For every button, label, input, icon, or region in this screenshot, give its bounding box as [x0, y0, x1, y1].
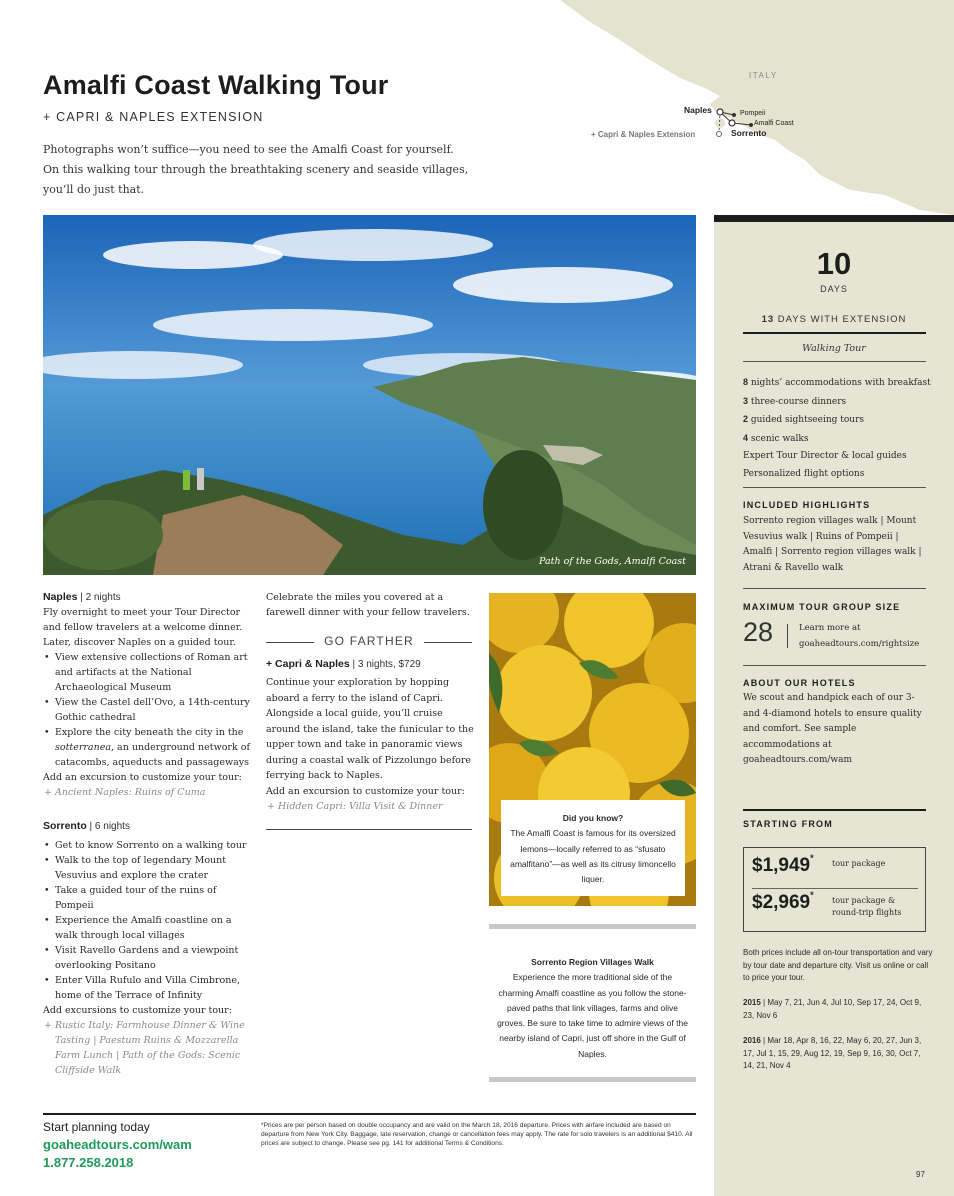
price-box: [743, 847, 926, 932]
tour-summary-sidebar: [714, 215, 954, 1196]
highlights-text: Sorrento region villages walk | Mount Vesuvius walk | Ruins of Pompeii | Amalfi | Sorrento region villages walk | Atrani & Ravello walk: [743, 516, 922, 573]
dates-2015: [743, 997, 933, 1022]
list-item: • View the Castel dell’Ovo, a 14th-century Gothic cathedral: [43, 695, 250, 725]
pompeii-marker: [732, 113, 736, 117]
capri-title: + Capri & Naples: [266, 658, 350, 670]
naples-nights: | 2 nights: [77, 592, 121, 603]
map-city-sorrento: Sorrento: [731, 128, 767, 138]
sorrento-nights: | 6 nights: [86, 821, 130, 832]
sorrento-bullets: [43, 838, 250, 1003]
list-item: • Enter Villa Rufulo and Villa Cimbrone, home of the Terrace of Infinity: [43, 973, 250, 1003]
naples-heading: [43, 590, 250, 605]
asterisk: *: [810, 890, 814, 900]
website-link[interactable]: goaheadtours.com/wam: [43, 1137, 192, 1152]
tour-features-list: [743, 374, 943, 484]
did-you-know-title: Did you know?: [562, 813, 624, 823]
feature-text: three-course dinners: [748, 396, 847, 407]
hero-photo: [43, 215, 696, 575]
feature-text: guided sightseeing tours: [748, 415, 865, 426]
list-item: • Get to know Sorrento on a walking tour: [43, 838, 250, 853]
extension-days-label: DAYS WITH EXTENSION: [774, 314, 907, 325]
capri-extension: [266, 657, 476, 814]
amalfi-marker: [749, 123, 753, 127]
feature-text: Expert Tour Director & local guides: [743, 451, 907, 462]
excursion-label: Add an excursion to customize your tour:: [266, 785, 465, 797]
capri-text: Continue your exploration by hopping aboard a ferry to the island of Capri. Alongside a local guide, you’ll cruise around the island, take the funicular to the upper town and take in panoramic views during a coastal walk of Pizzolungo before ferrying back to Naples.: [266, 677, 474, 781]
feature-item: [743, 411, 943, 430]
divider: [743, 361, 926, 362]
price-with-flights: [752, 892, 814, 914]
extension-days: [714, 314, 954, 325]
excursion-text: Ancient Naples: Ruins of Cuma: [55, 787, 206, 798]
list-item: • Take a guided tour of the ruins of Pompeii: [43, 883, 250, 913]
divider: [266, 829, 472, 830]
price-description: [832, 895, 902, 918]
divider: [787, 624, 788, 648]
year-label: 2016: [743, 1036, 761, 1045]
group-size-link[interactable]: goaheadtours.com/rightsize: [799, 639, 920, 649]
sorrento-heading: [43, 819, 250, 834]
year-label: 2015: [743, 998, 761, 1007]
page-number: 97: [916, 1170, 925, 1179]
sorrento-marker: [729, 120, 735, 126]
group-size-info: [799, 620, 919, 652]
region-map: [520, 0, 954, 215]
list-item: [43, 725, 250, 770]
list-item: • Walk to the top of legendary Mount Vesuvius and explore the crater: [43, 853, 250, 883]
hotels-text: We scout and handpick each of our 3- and 4-diamond hotels to ensure quality and comfort. See sample accommodations at goaheadtours.com/wam: [743, 693, 922, 765]
capri-marker: [717, 132, 722, 137]
map-city-amalfi: Amalfi Coast: [754, 120, 794, 127]
feature-item: [743, 466, 943, 484]
coast-landscape-image: [43, 215, 696, 575]
page-subtitle: + CAPRI & NAPLES EXTENSION: [43, 110, 264, 124]
list-item: • Visit Ravello Gardens and a viewpoint overlooking Positano: [43, 943, 250, 973]
feature-count: 2: [743, 414, 749, 425]
price-desc-line2: round-trip flights: [832, 907, 902, 917]
tour-type: Walking Tour: [802, 343, 866, 354]
fine-print: *Prices are per person based on double occupancy and are valid on the March 18, 2016 departure. Prices with airfare included are based on departure from New York City. Baggage, late reservation, change or cancellation fees may apply. The rate for solo travelers is an additional $410. All prices are subject to change. Please see pg. 141 for additional Terms & Conditions.: [261, 1122, 693, 1147]
price-tour-package: [752, 855, 814, 877]
map-city-naples: Naples: [684, 105, 712, 115]
divider: [424, 642, 472, 643]
villages-walk-text: Experience the more traditional side of the charming Amalfi coastline as you follow the stone-paved paths that link villages, farms and olive groves. Be sure to take time to admire views of the nearby island of Capri, just off shore in the Gulf of Naples.: [497, 972, 688, 1059]
price-amount: [752, 892, 814, 913]
price-value: $1,949: [752, 855, 811, 876]
naples-title: Naples: [43, 591, 78, 603]
itinerary-column-1: [43, 590, 250, 1078]
villages-walk-box: [489, 924, 696, 1082]
feature-item: [743, 393, 943, 412]
excursion-item[interactable]: + Hidden Capri: Villa Visit & Dinner: [267, 800, 443, 812]
divider: [743, 809, 926, 811]
feature-count: 8: [743, 377, 749, 387]
divider: [743, 588, 926, 589]
feature-count: 4: [743, 432, 749, 443]
asterisk: *: [810, 853, 814, 863]
text-span: Explore the city beneath the city in the: [55, 727, 244, 738]
villages-walk-title: Sorrento Region Villages Walk: [531, 957, 654, 967]
divider: [743, 332, 926, 334]
did-you-know-box: [501, 800, 685, 896]
excursion-text: Hidden Capri: Villa Visit & Dinner: [278, 800, 443, 812]
feature-item: [743, 430, 943, 449]
phone-number[interactable]: 1.877.258.2018: [43, 1155, 134, 1170]
villages-walk-heading: [497, 955, 688, 970]
prices-note: Both prices include all on-tour transportation and vary by tour date and departure city. Visit us online or call to price your tour.: [743, 948, 933, 982]
capri-heading: [266, 657, 476, 672]
farewell-text: Celebrate the miles you covered at a farewell dinner with your fellow travelers.: [266, 592, 470, 618]
naples-marker: [717, 109, 723, 115]
feature-count: 3: [743, 395, 749, 406]
highlights-heading: INCLUDED HIGHLIGHTS: [743, 500, 871, 510]
feature-text: Personalized flight options: [743, 468, 865, 479]
group-size-number: 28: [743, 617, 774, 647]
feature-text: scenic walks: [748, 433, 809, 444]
divider: [752, 888, 918, 889]
excursion-item[interactable]: + Rustic Italy: Farmhouse Dinner & Wine Tasting | Paestum Ruins & Mozzarella Farm Lunch | Path of the Gods: Scenic Cliffside Walk: [44, 1020, 245, 1076]
feature-item: [743, 448, 943, 466]
map-city-pompeii: Pompeii: [740, 110, 766, 117]
price-amount: [752, 855, 814, 876]
intro-paragraph: Photographs won’t suffice—you need to see the Amalfi Coast for yourself. On this walking tour through the breathtaking scenery and seaside villages, you’ll do just that.: [43, 143, 469, 196]
dates-2016: [743, 1035, 933, 1073]
price-value: $2,969: [752, 892, 811, 913]
divider: [743, 487, 926, 488]
list-item: • View extensive collections of Roman art and artifacts at the National Archaeological Museum: [43, 650, 250, 695]
excursion-label: Add excursions to customize your tour:: [43, 1005, 232, 1016]
group-size-heading: MAXIMUM TOUR GROUP SIZE: [743, 602, 901, 612]
extension-days-number: 13: [761, 314, 775, 325]
did-you-know-heading: [501, 811, 685, 826]
naples-text: Fly overnight to meet your Tour Director and fellow travelers at a welcome dinner. Later, discover Naples on a guided tour.: [43, 607, 243, 648]
dates-list: | May 7, 21, Jun 4, Jul 10, Sep 17, 24, Oct 9, 23, Nov 6: [743, 998, 922, 1020]
sorrento-title: Sorrento: [43, 820, 87, 832]
price-description: tour package: [832, 859, 886, 868]
map-extension-label: + Capri & Naples Extension: [591, 130, 696, 139]
hero-caption: Path of the Gods, Amalfi Coast: [539, 556, 686, 567]
footer-divider: [43, 1113, 696, 1115]
page-title: Amalfi Coast Walking Tour: [43, 70, 389, 100]
capri-nights: | 3 nights, $729: [349, 659, 421, 670]
dates-list: | Mar 18, Apr 8, 16, 22, May 6, 20, 27, Jun 3, 17, Jul 1, 15, 29, Aug 12, 19, Sep 9, 16, 30, Oct 7, 14, 21, Nov 4: [743, 1036, 922, 1070]
naples-bullets: [43, 650, 250, 770]
excursion-text: Rustic Italy: Farmhouse Dinner & Wine Tasting | Paestum Ruins & Mozzarella Farm Lunch | Path of the Gods: Scenic Cliffside Walk: [55, 1020, 245, 1076]
map-country-label: ITALY: [749, 71, 778, 80]
route-graphic: [520, 0, 954, 215]
planning-cta: Start planning today: [43, 1120, 150, 1134]
did-you-know-text: The Amalfi Coast is famous for its oversized lemons—locally referred to as “sfusato amalfitano”—as well as its citrusy limoncello liquer.: [510, 828, 676, 885]
excursion-item[interactable]: + Ancient Naples: Ruins of Cuma: [44, 787, 206, 798]
starting-from-heading: STARTING FROM: [743, 819, 833, 829]
go-farther-divider: [266, 636, 472, 650]
excursion-label: Add an excursion to customize your tour:: [43, 772, 242, 783]
feature-text: nights’ accommodations with breakfast: [748, 378, 931, 388]
divider: [743, 665, 926, 666]
hotels-heading: ABOUT OUR HOTELS: [743, 678, 856, 688]
list-item: • Experience the Amalfi coastline on a walk through local villages: [43, 913, 250, 943]
price-desc-line1: tour package &: [832, 896, 896, 905]
feature-item: [743, 374, 943, 393]
tour-days-label: DAYS: [820, 284, 848, 294]
tour-days-number: 10: [816, 246, 852, 281]
italic-term: sotterranea: [55, 742, 112, 753]
group-size-line1: Learn more at: [799, 623, 861, 633]
text-span: , an underground network of catacombs, aqueducts and passageways: [55, 742, 250, 768]
go-farther-label: GO FARTHER: [324, 634, 414, 648]
